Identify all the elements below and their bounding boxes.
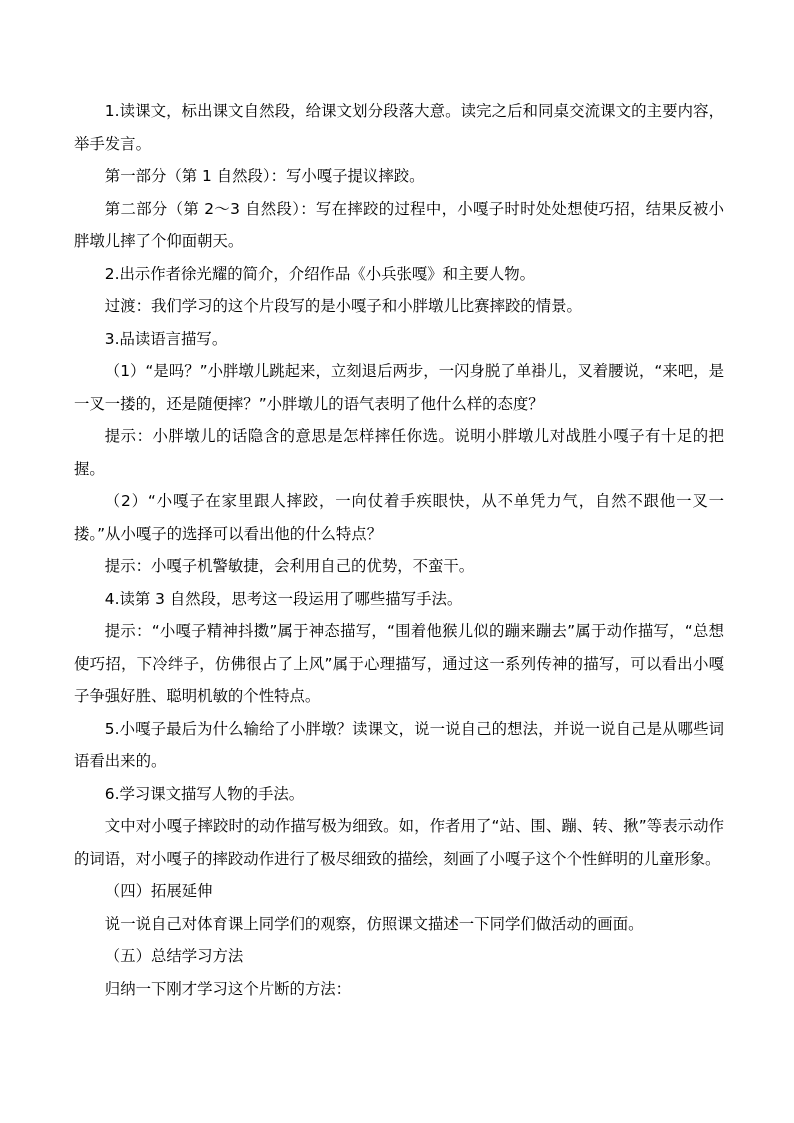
section-heading-summary: （五）总结学习方法 bbox=[104, 947, 244, 965]
paragraph-extension: 说一说自己对体育课上同学们的观察，仿照课文描述一下同学们做活动的画面。 bbox=[104, 914, 644, 933]
paragraph-hint-1: 提示：小胖墩儿的话隐含的意思是怎样摔任你选。说明小胖墩儿对战胜小嘎子有十足的把握。 bbox=[74, 427, 724, 478]
paragraph-step-2: 2.出示作者徐光耀的简介，介绍作品《小兵张嘎》和主要人物。 bbox=[104, 264, 536, 283]
paragraph-step-5: 5.小嘎子最后为什么输给了小胖墩？读课文，说一说自己的想法，并说一说自己是从哪些词语看出来的。 bbox=[74, 719, 724, 770]
paragraph-part-2: 第二部分（第 2～3 自然段）：写在摔跤的过程中，小嘎子时时处处想使巧招，结果反被小胖墩儿摔了个仰面朝天。 bbox=[74, 199, 724, 250]
document-body bbox=[74, 95, 724, 1005]
paragraph-step-1: 1.读课文，标出课文自然段，给课文划分段落大意。读完之后和同桌交流课文的主要内容，举手发言。 bbox=[74, 102, 724, 153]
paragraph-hint-2: 提示：小嘎子机警敏捷，会利用自己的优势，不蛮干。 bbox=[104, 557, 475, 575]
paragraph-step-3: 3.品读语言描写。 bbox=[104, 329, 228, 348]
paragraph-step-6: 6.学习课文描写人物的手法。 bbox=[104, 784, 305, 803]
paragraph-part-1: 第一部分（第 1 自然段）：写小嘎子提议摔跤。 bbox=[104, 167, 425, 185]
paragraph-analysis: 文中对小嘎子摔跤时的动作描写极为细致。如，作者用了“站、围、蹦、转、揪”等表示动作的词语，对小嘎子的摔跤动作进行了极尽细致的描绘，刻画了小嘎子这个个性鲜明的儿童形象。 bbox=[74, 817, 724, 868]
paragraph-hint-3: 提示：“小嘎子精神抖擞”属于神态描写，“围着他猴儿似的蹦来蹦去”属于动作描写，“总想使巧招，下冷绊子，仿佛很占了上风”属于心理描写，通过这一系列传神的描写，可以看出小嘎子争强好胜、聪明机敏的个性特点。 bbox=[74, 622, 724, 705]
paragraph-question-1: （1）“是吗？”小胖墩儿跳起来，立刻退后两步，一闪身脱了单褂儿，叉着腰说，“来吧，是一叉一搂的，还是随便摔？”小胖墩儿的语气表明了他什么样的态度？ bbox=[74, 362, 724, 413]
paragraph-summary: 归纳一下刚才学习这个片断的方法： bbox=[104, 979, 352, 998]
paragraph-question-2: （2）“小嘎子在家里跟人摔跤，一向仗着手疾眼快，从不单凭力气，自然不跟他一叉一搂。”从小嘎子的选择可以看出他的什么特点？ bbox=[74, 492, 724, 543]
paragraph-step-4: 4.读第 3 自然段，思考这一段运用了哪些描写手法。 bbox=[104, 589, 463, 608]
paragraph-transition: 过渡：我们学习的这个片段写的是小嘎子和小胖墩儿比赛摔跤的情景。 bbox=[104, 297, 582, 315]
section-heading-extension: （四）拓展延伸 bbox=[104, 882, 213, 900]
